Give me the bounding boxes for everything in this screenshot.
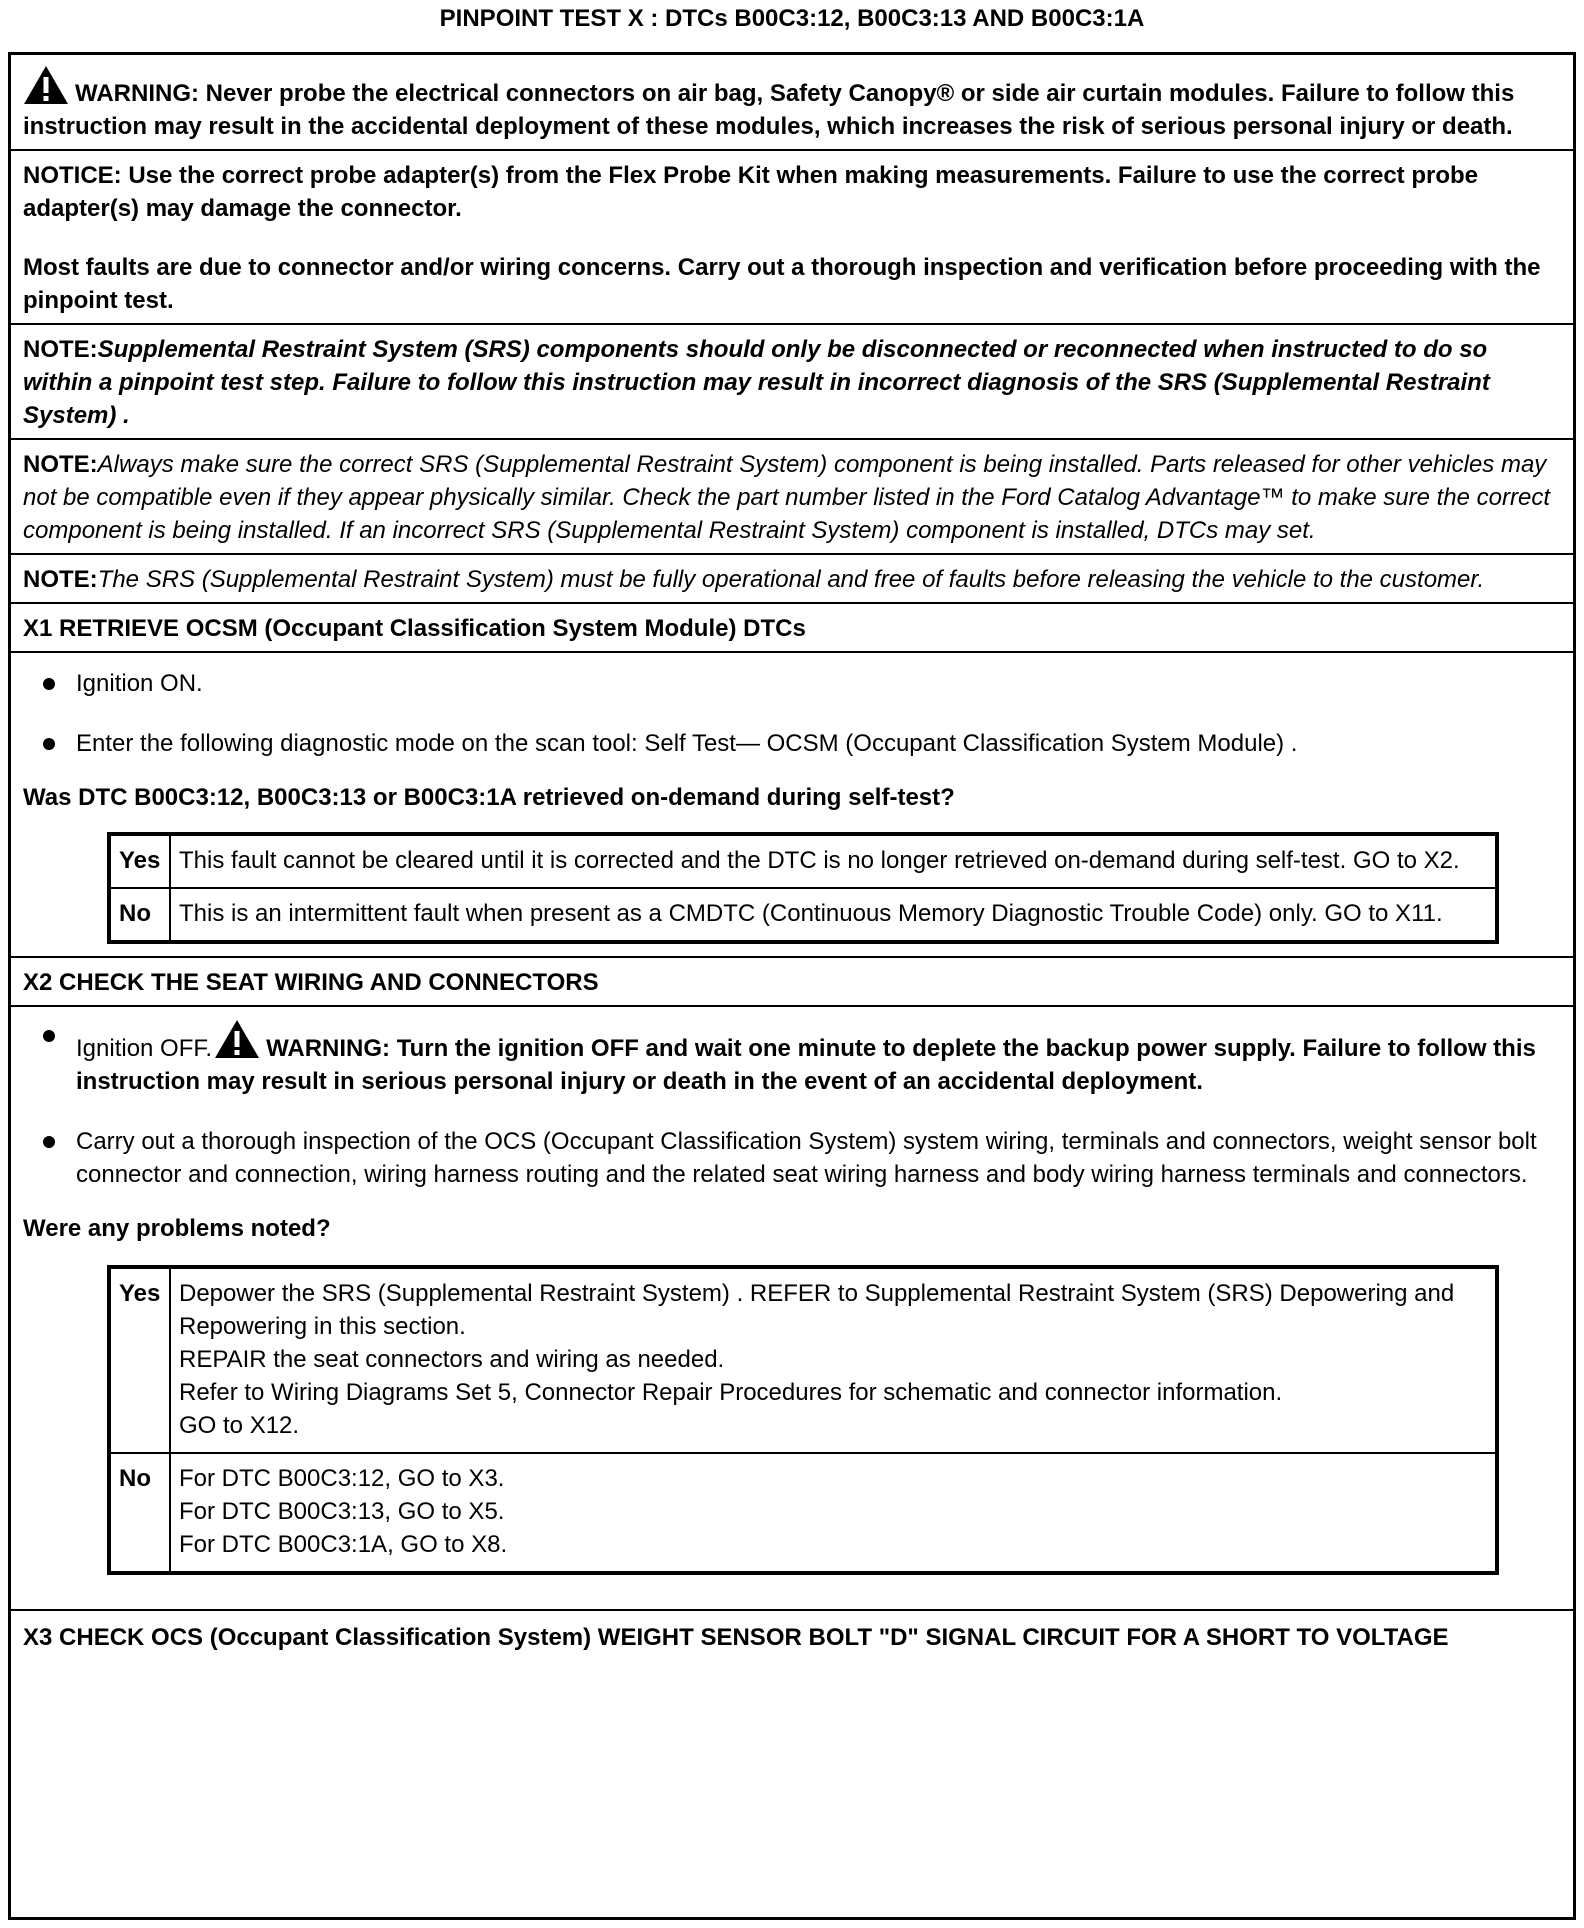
step-x2-question: Were any problems noted? [23, 1215, 331, 1242]
notice-text: NOTICE: Use the correct probe adapter(s) from the Flex Probe Kit when making measurements. Failure to use the correct probe adapter(s) may damage the connector. [23, 162, 1478, 222]
bullet-lead-text: Ignition OFF. [76, 1035, 213, 1062]
note-prefix: NOTE: [23, 566, 98, 593]
step-x1-bullets [23, 667, 1563, 760]
answer-yes-text [170, 1267, 1497, 1453]
table-row [109, 1267, 1497, 1453]
note-row-3 [11, 555, 1573, 604]
warning-triangle-icon [23, 65, 69, 105]
bullet-warning-text: WARNING: Turn the ignition OFF and wait one minute to deplete the backup power supply. Failure to follow this instruction may result in serious personal injury or death in the event of an accidental deployment. [76, 1035, 1536, 1095]
answer-line: Depower the SRS (Supplemental Restraint System) . REFER to Supplemental Restraint System (SRS) Depowering and Repowering in this section. [179, 1280, 1455, 1340]
note-prefix: NOTE: [23, 451, 98, 478]
step-x3-heading: X3 CHECK OCS (Occupant Classification System) WEIGHT SENSOR BOLT "D" SIGNAL CIRCUIT FOR A SHORT TO VOLTAGE [23, 1624, 1449, 1651]
list-item [23, 1019, 1563, 1098]
list-item: Enter the following diagnostic mode on the scan tool: Self Test— OCSM (Occupant Classification System Module) . [23, 727, 1563, 760]
answer-no-text: This is an intermittent fault when present as a CMDTC (Continuous Memory Diagnostic Trouble Code) only. GO to X11. [170, 888, 1497, 942]
note-row-1 [11, 325, 1573, 440]
answer-no-label: No [109, 1453, 170, 1573]
step-x2-answer-table [107, 1265, 1499, 1575]
table-row [109, 1453, 1497, 1573]
answer-line: For DTC B00C3:1A, GO to X8. [179, 1531, 508, 1558]
list-item: Ignition ON. [23, 667, 1563, 700]
table-row [109, 834, 1497, 888]
table-row [109, 888, 1497, 942]
note-row-2 [11, 440, 1573, 555]
answer-no-text [170, 1453, 1497, 1573]
step-x1-heading: X1 RETRIEVE OCSM (Occupant Classification System Module) DTCs [11, 604, 1573, 653]
page-title: PINPOINT TEST X : DTCs B00C3:12, B00C3:13 AND B00C3:1A [439, 5, 1145, 32]
step-x1-answer-table [107, 832, 1499, 944]
step-x1-question: Was DTC B00C3:12, B00C3:13 or B00C3:1A retrieved on-demand during self-test? [23, 784, 955, 811]
notice-faults-text: Most faults are due to connector and/or wiring concerns. Carry out a thorough inspection and verification before proceeding with the pinpoint test. [23, 254, 1541, 314]
step-x2-bullets [23, 1019, 1563, 1191]
step-x2-heading: X2 CHECK THE SEAT WIRING AND CONNECTORS [11, 958, 1573, 1007]
note-prefix: NOTE: [23, 336, 98, 363]
note-text: Supplemental Restraint System (SRS) components should only be disconnected or reconnected when instructed to do so within a pinpoint test step. Failure to follow this instruction may result in incorrect diagnosis of the SRS (Supplemental Restraint System) . [23, 336, 1490, 429]
answer-line: For DTC B00C3:12, GO to X3. [179, 1465, 505, 1492]
pinpoint-test-frame [8, 52, 1576, 1920]
warning-text: WARNING: Never probe the electrical connectors on air bag, Safety Canopy® or side air curtain modules. Failure to follow this instruction may result in the accidental deployment of these modules, which increases the risk of serious personal injury or death. [23, 80, 1515, 140]
list-item: Carry out a thorough inspection of the OCS (Occupant Classification System) system wiring, terminals and connectors, weight sensor bolt connector and connection, wiring harness routing and the related seat wiring harness and body wiring harness terminals and connectors. [23, 1125, 1563, 1191]
warning-triangle-icon [214, 1019, 260, 1059]
answer-line: Refer to Wiring Diagrams Set 5, Connector Repair Procedures for schematic and connector information. [179, 1379, 1283, 1406]
note-text: Always make sure the correct SRS (Supplemental Restraint System) component is being installed. Parts released for other vehicles may not be compatible even if they appear physically similar. Check the part number listed in the Ford Catalog Advantage™ to make sure the correct component is being installed. If an incorrect SRS (Supplemental Restraint System) component is installed, DTCs may set. [23, 451, 1550, 544]
answer-line: GO to X12. [179, 1412, 300, 1439]
notice-row [11, 151, 1573, 325]
warning-row [11, 55, 1573, 151]
step-x1-body [11, 653, 1573, 958]
answer-yes-text: This fault cannot be cleared until it is corrected and the DTC is no longer retrieved on-demand during self-test. GO to X2. [170, 834, 1497, 888]
answer-yes-label: Yes [109, 834, 170, 888]
answer-yes-label: Yes [109, 1267, 170, 1453]
answer-no-label: No [109, 888, 170, 942]
note-text: The SRS (Supplemental Restraint System) must be fully operational and free of faults before releasing the vehicle to the customer. [97, 566, 1485, 593]
answer-line: REPAIR the seat connectors and wiring as needed. [179, 1346, 725, 1373]
step-x2-body [11, 1007, 1573, 1611]
answer-line: For DTC B00C3:13, GO to X5. [179, 1498, 505, 1525]
